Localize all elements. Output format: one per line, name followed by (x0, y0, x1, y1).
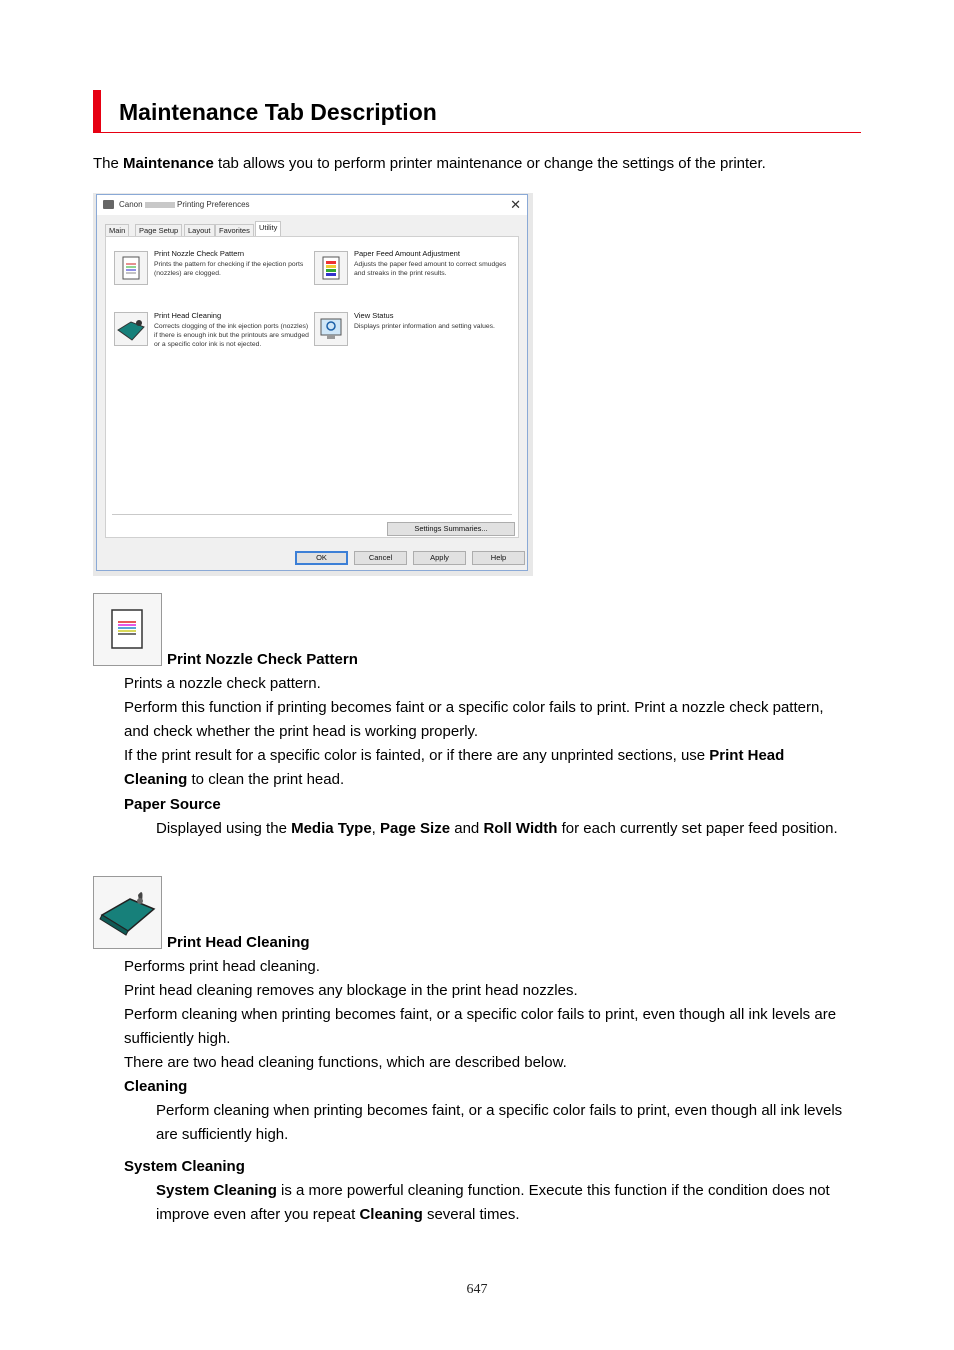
roll-width-bold: Roll Width (483, 820, 558, 837)
tool-title[interactable]: View Status (354, 311, 394, 320)
nozzle-check-icon[interactable] (114, 251, 148, 285)
head-cleaning-icon[interactable] (114, 312, 148, 346)
paper-feed-icon[interactable] (314, 251, 348, 285)
cleaning-subheading: Cleaning (124, 1078, 188, 1095)
tab-favorites[interactable]: Favorites (215, 224, 254, 236)
dialog-title-brand: Canon (119, 200, 143, 209)
tool-description: Prints the pattern for checking if the ejection ports (nozzles) are clogged. (154, 261, 304, 277)
cleaning-p4: There are two head cleaning functions, which are described below. (124, 1054, 567, 1071)
heading-rule (93, 132, 861, 133)
paper-source-text (156, 817, 856, 841)
help-button[interactable]: Help (472, 551, 525, 565)
panel-divider (112, 514, 512, 515)
nozzle-check-pattern-icon (93, 593, 162, 666)
tab-utility[interactable]: Utility (255, 221, 281, 237)
tab-layout[interactable]: Layout (184, 224, 215, 236)
nozzle-p3-text-rest: to clean the print head. (187, 771, 345, 788)
paper-source-post: for each currently set paper feed position. (557, 820, 838, 837)
paper-source-pre: Displayed using the (156, 820, 292, 837)
tool-description: Adjusts the paper feed amount to correct smudges and streaks in the print results. (354, 261, 507, 277)
view-status-icon[interactable] (314, 312, 348, 346)
utility-panel (105, 236, 519, 538)
nozzle-p3-text: If the print result for a specific color is fainted, or if there are any unprinted sections, use (124, 747, 710, 764)
system-cleaning-text (156, 1179, 861, 1227)
tool-title[interactable]: Print Nozzle Check Pattern (154, 249, 245, 258)
dialog-title-name: Printing Preferences (177, 200, 250, 209)
cleaning-p1: Performs print head cleaning. (124, 958, 320, 975)
paper-source-sep1: , (371, 820, 381, 837)
dialog-titlebar (97, 195, 527, 215)
cleaning-p3: Perform cleaning when printing becomes faint, or a specific color fails to print, even though all ink levels are sufficiently high. (124, 1006, 837, 1047)
page-size-bold: Page Size (380, 820, 451, 837)
print-head-cleaning-icon (93, 876, 162, 949)
nozzle-p1: Prints a nozzle check pattern. (124, 675, 321, 692)
ok-button[interactable]: OK (295, 551, 348, 565)
close-icon[interactable]: ✕ (510, 197, 521, 212)
intro-bold: Maintenance (123, 155, 214, 172)
tool-description: Displays printer information and setting values. (354, 323, 495, 330)
paper-source-heading: Paper Source (124, 796, 221, 813)
page-number: 647 (466, 1282, 488, 1297)
blurred-model (145, 202, 175, 208)
system-cleaning-heading: System Cleaning (124, 1158, 245, 1175)
cancel-button[interactable]: Cancel (354, 551, 407, 565)
cleaning-bold: Cleaning (359, 1206, 423, 1223)
nozzle-section-title: Print Nozzle Check Pattern (167, 651, 358, 668)
tool-title[interactable]: Paper Feed Amount Adjustment (354, 249, 460, 258)
cleaning-p2: Print head cleaning removes any blockage in the print head nozzles. (124, 982, 578, 999)
system-cleaning-bold: System Cleaning (156, 1182, 277, 1199)
intro-text-rest: tab allows you to perform printer maintenance or change the settings of the printer. (213, 155, 766, 172)
nozzle-p3-bold: Print Head Cleaning (124, 747, 785, 788)
media-type-bold: Media Type (291, 820, 372, 837)
heading-accent-bar (93, 90, 101, 133)
tab-page-setup[interactable]: Page Setup (135, 224, 182, 236)
printing-preferences-dialog (96, 194, 528, 571)
printer-icon (103, 200, 114, 209)
intro-paragraph (93, 152, 863, 176)
paper-source-sep2: and (450, 820, 484, 837)
tool-title[interactable]: Print Head Cleaning (154, 311, 222, 320)
system-cleaning-post: several times. (422, 1206, 520, 1223)
dialog-title (119, 200, 250, 209)
tab-main[interactable]: Main (105, 224, 129, 236)
system-cleaning-mid: is a more powerful cleaning function. Execute this function if the condition does not improve even after you repeat (156, 1182, 830, 1223)
nozzle-p2: Perform this function if printing becomes faint or a specific color fails to print. Print a nozzle check pattern, and check whether the print head is working properly. (124, 699, 824, 740)
nozzle-p3 (124, 744, 849, 792)
settings-summaries-button[interactable]: Settings Summaries... (387, 522, 515, 536)
cleaning-section-title: Print Head Cleaning (167, 934, 310, 951)
page-title: Maintenance Tab Description (119, 99, 437, 125)
cleaning-subtext: Perform cleaning when printing becomes faint, or a specific color fails to print, even though all ink levels are sufficiently high. (156, 1102, 843, 1143)
intro-text: The (93, 155, 124, 172)
apply-button[interactable]: Apply (413, 551, 466, 565)
tool-description: Corrects clogging of the ink ejection ports (nozzles) if there is enough ink but the printouts are smudged or a specific color ink is not ejected. (154, 323, 309, 348)
